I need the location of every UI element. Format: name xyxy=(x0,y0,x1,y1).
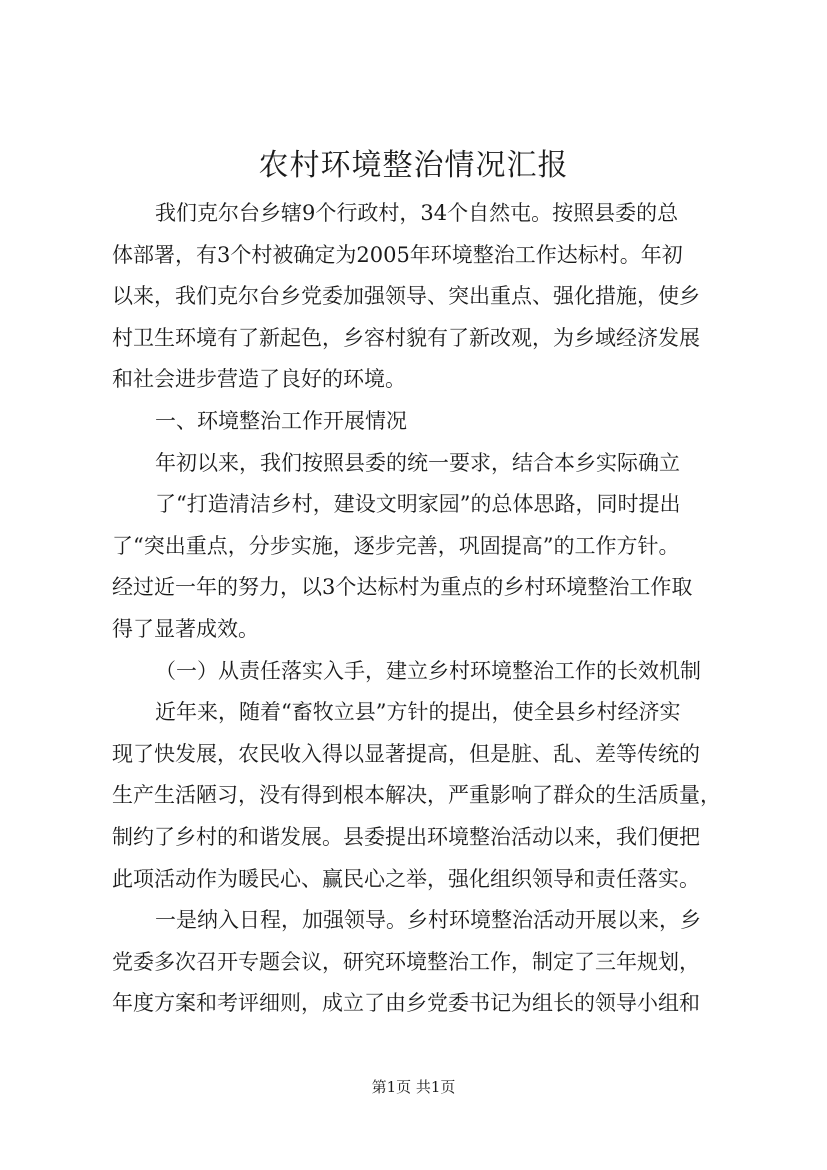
paragraph-line: 年初以来，我们按照县委的统一要求，结合本乡实际确立 xyxy=(155,450,680,475)
document-title: 农村环境整治情况汇报 xyxy=(258,148,569,183)
paragraph-line: 制约了乡村的和谐发展。县委提出环境整治活动以来，我们便把 xyxy=(112,824,700,849)
paragraph-line: 村卫生环境有了新起色，乡容村貌有了新改观，为乡域经济发展 xyxy=(112,325,700,350)
paragraph-line: 以来，我们克尔台乡党委加强领导、突出重点、强化措施，使乡 xyxy=(112,284,700,309)
paragraph-line: 此项活动作为暖民心、赢民心之举，强化组织领导和责任落实。 xyxy=(112,866,700,891)
paragraph-line: 得了显著成效。 xyxy=(112,616,259,641)
paragraph-line: 生产生活陋习，没有得到根本解决，严重影响了群众的生活质量， xyxy=(112,783,721,808)
subsection-heading: （一）从责任落实入手，建立乡村环境整治工作的长效机制 xyxy=(155,658,701,683)
paragraph-line: 了“突出重点，分步实施，逐步完善，巩固提高”的工作方针。 xyxy=(112,533,680,558)
paragraph-line: 了“打造清洁乡村，建设文明家园”的总体思路，同时提出 xyxy=(155,492,681,517)
paragraph-line: 年度方案和考评细则，成立了由乡党委书记为组长的领导小组和 xyxy=(112,991,700,1016)
page-footer: 第1页 共1页 xyxy=(371,1078,456,1096)
paragraph-line: 党委多次召开专题会议，研究环境整治工作，制定了三年规划， xyxy=(112,949,700,974)
document-body xyxy=(112,193,724,1025)
paragraph-line: 现了快发展，农民收入得以显著提高，但是脏、乱、差等传统的 xyxy=(112,741,700,766)
paragraph-line: 体部署，有3个村被确定为2005年环境整治工作达标村。年初 xyxy=(112,242,683,267)
paragraph-line: 我们克尔台乡辖9个行政村，34个自然屯。按照县委的总 xyxy=(155,201,679,225)
section-heading: 一、环境整治工作开展情况 xyxy=(155,408,407,433)
paragraph-line: 近年来，随着“畜牧立县”方针的提出，使全县乡村经济实 xyxy=(155,700,681,725)
paragraph-line: 和社会进步营造了良好的环境。 xyxy=(112,367,406,392)
paragraph-line: 经过近一年的努力，以3个达标村为重点的乡村环境整治工作取 xyxy=(112,575,693,600)
paragraph-line: 一是纳入日程，加强领导。乡村环境整治活动开展以来，乡 xyxy=(155,908,701,933)
